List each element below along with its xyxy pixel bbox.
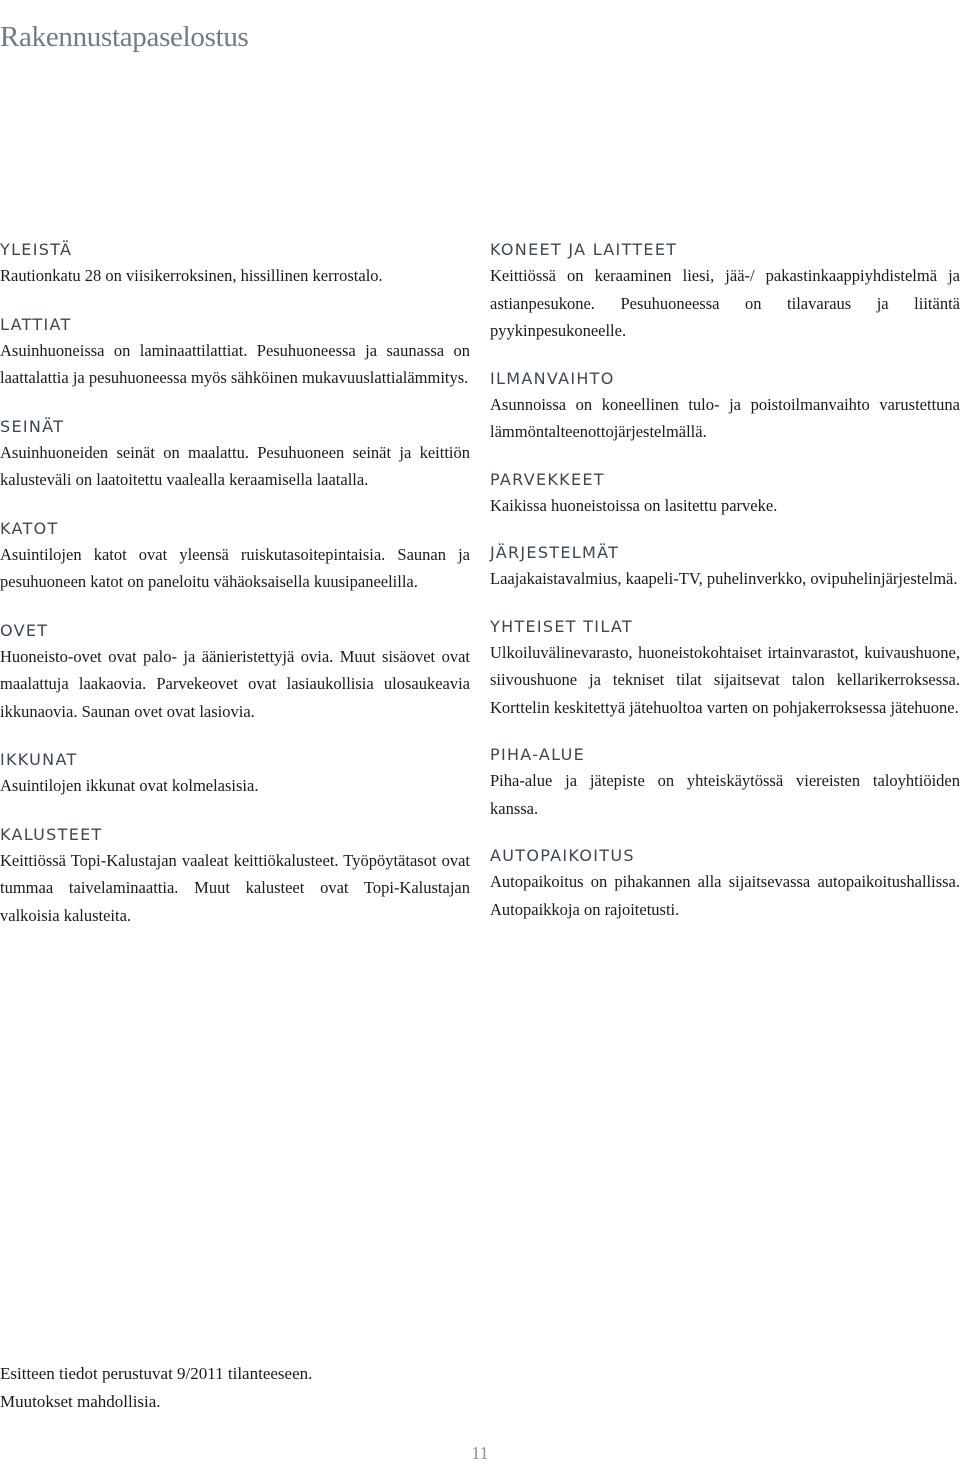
section-text: Huoneisto-ovet ovat palo- ja äänieristettyjä ovia. Muut sisäovet ovat maalattuja laakaovia. Parvekeovet ovat lasiaukollisia ulosaukeavia ikkunaovia. Saunan ovet ovat lasiovia.: [0, 646, 470, 721]
section-text: Kaikissa huoneistoissa on lasitettu parveke.: [490, 495, 778, 515]
section-text: Ulkoiluvälinevarasto, huoneistokohtaiset irtainvarastot, kuivaushuone, siivoushuone ja tekniset tilat sijaitsevat talon kellarikerroksessa. Korttelin keskitettyä jätehuoltoa varten on pohjakerroksessa jätehuone.: [490, 642, 960, 717]
section-ilmanvaihto: [490, 367, 960, 446]
section-heading: IKKUNAT: [0, 750, 78, 769]
section-kalusteet: [0, 823, 470, 930]
section-text: Asuintilojen ikkunat ovat kolmelasisia.: [0, 776, 259, 795]
section-heading: YHTEISET TILAT: [490, 616, 633, 636]
footer-note: [0, 1360, 312, 1416]
section-heading: KALUSTEET: [0, 824, 103, 844]
right-column: [490, 238, 960, 945]
section-text: Laajakaistavalmius, kaapeli-TV, puhelinverkko, ovipuhelinjärjestelmä.: [490, 569, 958, 588]
section-yhteiset-tilat: [490, 615, 960, 722]
section-yleista: [0, 238, 470, 290]
section-ovet: [0, 619, 470, 726]
section-heading: KONEET JA LAITTEET: [490, 240, 678, 259]
section-heading: SEINÄT: [0, 416, 65, 436]
section-text: Asunnoissa on koneellinen tulo- ja poistoilmanvaihto varustettuna lämmöntalteenottojärjestelmällä.: [490, 394, 960, 441]
section-heading: LATTIAT: [0, 314, 72, 334]
section-heading: ILMANVAIHTO: [490, 368, 615, 388]
section-text: Rautionkatu 28 on viisikerroksinen, hissillinen kerrostalo.: [0, 266, 383, 285]
section-text: Asuinhuoneiden seinät on maalattu. Pesuhuoneen seinät ja keittiön kalusteväli on laatoitettu vaalealla keraamisella laatalla.: [0, 442, 470, 489]
section-koneet-ja-laitteet: [490, 238, 960, 345]
section-heading: PARVEKKEET: [490, 469, 605, 489]
section-text: Asuintilojen katot ovat yleensä ruiskutasoitepintaisia. Saunan ja pesuhuoneen katot on paneloitu vähäoksaisella kuusipaneelilla.: [0, 544, 470, 591]
page-number: 11: [471, 1443, 489, 1463]
footer-line-1: Esitteen tiedot perustuvat 9/2011 tilanteeseen.: [0, 1364, 313, 1383]
section-piha-alue: [490, 743, 960, 822]
section-heading: JÄRJESTELMÄT: [490, 543, 620, 562]
section-heading: OVET: [0, 620, 49, 640]
page-title: Rakennustapaselostus: [0, 21, 249, 54]
section-jarjestelmat: [490, 541, 960, 593]
section-text: Asuinhuoneissa on laminaattilattiat. Pesuhuoneessa ja saunassa on laattalattia ja pesuhuoneessa myös sähköinen mukavuuslattialämmitys.: [0, 340, 470, 387]
section-lattiat: [0, 313, 470, 392]
section-heading: PIHA-ALUE: [490, 745, 585, 764]
section-text: Piha-alue ja jätepiste on yhteiskäytössä viereisten taloyhtiöiden kanssa.: [490, 771, 960, 818]
section-parvekkeet: [490, 468, 960, 520]
section-text: Keittiössä Topi-Kalustajan vaaleat keittiökalusteet. Työpöytätasot ovat tummaa taivelaminaattia. Muut kalusteet ovat Topi-Kalustajan valkoisia kalusteita.: [0, 850, 470, 925]
section-heading: AUTOPAIKOITUS: [490, 846, 635, 865]
section-autopaikoitus: [490, 844, 960, 923]
section-katot: [0, 517, 470, 596]
section-heading: KATOT: [0, 518, 59, 538]
section-text: Keittiössä on keraaminen liesi, jää-/ pakastinkaappiyhdistelmä ja astianpesukone. Pesuhuoneessa on tilavaraus ja liitäntä pyykinpesukoneelle.: [490, 266, 960, 340]
section-text: Autopaikoitus on pihakannen alla sijaitsevassa autopaikoitushallissa. Autopaikkoja on rajoitetusti.: [490, 872, 960, 919]
section-heading: YLEISTÄ: [0, 240, 73, 259]
section-ikkunat: [0, 748, 470, 800]
footer-line-2: Muutokset mahdollisia.: [0, 1392, 161, 1411]
left-column: [0, 238, 470, 952]
section-seinat: [0, 415, 470, 494]
